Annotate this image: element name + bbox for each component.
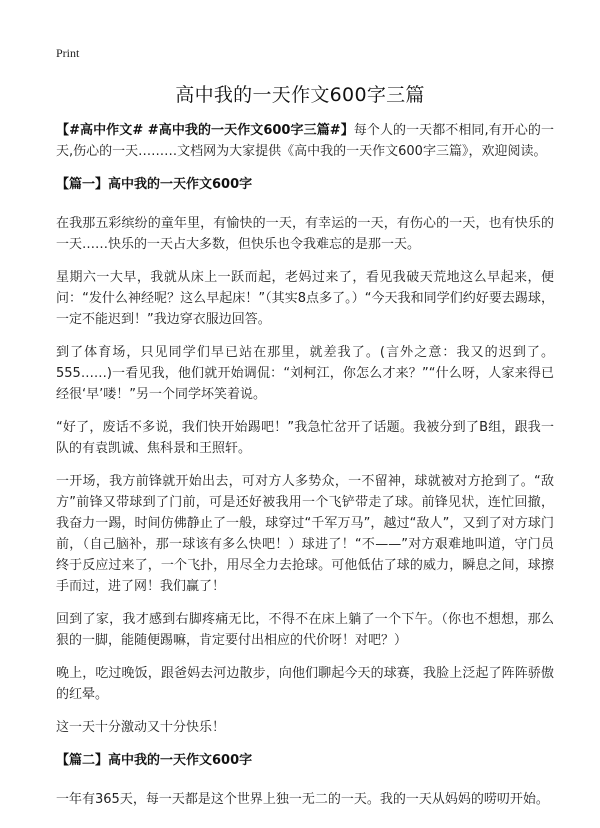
intro-paragraph <box>56 120 554 162</box>
paragraph: 这一天十分激动又十分快乐！ <box>56 720 226 735</box>
paragraph: 晚上，吃过晚饭，跟爸妈去河边散步，向他们聊起今天的球赛，我脸上泛起了阵阵骄傲的红晕。 <box>56 666 554 702</box>
paragraph: 一开场，我方前锋就开始出去，可对方人多势众，一不留神，球就被对方抢到了。“敌方”前锋又带球到了门前，可是还好被我用一个飞铲带走了球。前锋见状，连忙回撤，我奋力一踢，时间仿佛静止了一般，球穿过“千军万马”，越过“敌人”，又到了对方球门前，（自己脑补，那一球该有多么快吧！）球进了！“不——”对方艰难地叫道，守门员终于反应过来了，一个飞扑，用尽全力去抢球。可他低估了球的威力，瞬息之间，球擦手而过，进了网！我们赢了！ <box>56 474 554 594</box>
paragraph: 到了体育场，只见同学们早已站在那里，就差我了。(言外之意：我又的迟到了。555……)一看见我，他们就开始调侃：“刘柯江，你怎么才来？”“什么呀，人家来得已经很‘早’喽！”另一个同学坏笑着说。 <box>56 345 554 402</box>
intro-tag: 【#高中作文# #高中我的一天作文600字三篇#】 <box>56 123 354 138</box>
page-title: 高中我的一天作文600字三篇 <box>175 84 425 106</box>
paragraph: 回到了家，我才感到右脚疼痛无比，不得不在床上躺了一个下午。（你也不想想，那么狠的一脚，能随便踢嘛，肯定要付出相应的代价呀！对吧？） <box>56 612 554 648</box>
intro-text: 每个人的一天都不相同,有开心的一天,伤心的一天………文档网为大家提供《高中我的一天作文600字三篇》，欢迎阅读。 <box>56 123 554 159</box>
paragraph: 在我那五彩缤纷的童年里，有愉快的一天，有幸运的一天，有伤心的一天，也有快乐的一天……快乐的一天占大多数，但快乐也令我难忘的是那一天。 <box>56 216 554 252</box>
paragraph: 星期六一大早，我就从床上一跃而起，老妈过来了，看见我破天荒地这么早起来，便问：“发什么神经呢？这么早起床！”（其实8点多了。）“今天我和同学们约好要去踢球，一定不能迟到！”我边穿衣服边回答。 <box>56 270 554 327</box>
paragraph: “好了，废话不多说，我们快开始踢吧！”我急忙岔开了话题。我被分到了B组，跟我一队的有袁凯诚、焦科景和王照轩。 <box>56 420 554 456</box>
article-body <box>56 120 554 822</box>
section-heading-2: 【篇二】高中我的一天作文600字 <box>56 753 253 768</box>
section-heading-1: 【篇一】高中我的一天作文600字 <box>56 177 253 192</box>
paragraph: 一年有365天，每一天都是这个世界上独一无二的一天。我的一天从妈妈的唠叨开始。 <box>56 792 549 807</box>
print-link[interactable]: Print <box>56 46 80 60</box>
